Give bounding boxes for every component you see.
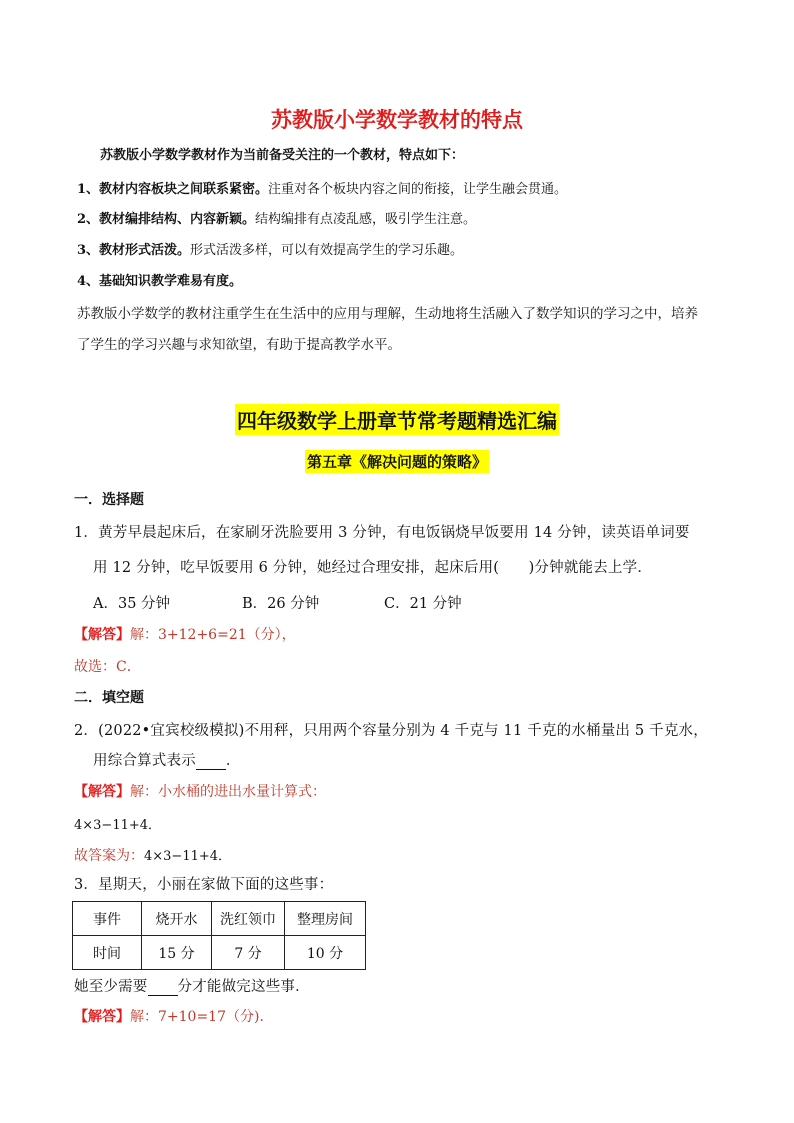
question-3-after [74,975,310,996]
answer-text: 解：7+10=17（分)． [130,1009,274,1025]
chapter-title: 第五章《解决问题的策略》 [305,450,489,473]
table-cell: 烧开水 [142,902,212,936]
answer-tag: 【解答】 [74,1009,130,1025]
answer-2 [74,781,326,801]
feature-text: 形式活泼多样，可以有效提高学生的学习乐趣。 [190,243,464,258]
summary-line: 了学生的学习兴趣与求知欲望，有助于提高教学水平。 [77,337,401,353]
question-1-line-1: 1．黄芳早晨起床后，在家刷牙洗脸要用 3 分钟，有电饭锅烧早饭要用 14 分钟，读英语单词要 [74,525,690,541]
answer-text: 解：3+12+6=21（分）， [130,627,296,643]
feature-item [77,239,463,258]
summary-line: 苏教版小学数学的教材注重学生在生活中的应用与理解，生动地将生活融入了数学知识的学习之中，培养 [77,306,698,322]
question-1-line-2: 用 12 分钟，吃早饭要用 6 分钟，她经过合理安排，起床后用( )分钟就能去上学． [93,560,653,576]
table-cell: 时间 [73,936,142,970]
table-row [73,902,366,936]
answer-2-formula: 4×3−11+4． [74,818,162,833]
table-cell: 洗红领巾 [212,902,285,936]
heading-title-wrap [0,404,794,435]
feature-item [77,270,242,289]
answer-2-final [74,845,231,865]
answer-tag: 【解答】 [74,784,130,800]
option-b: B．26 分钟 [242,596,320,612]
question-2-line-2 [93,749,241,770]
question-2-text: 用综合算式表示 [93,753,196,769]
chapter-title-wrap [0,450,794,473]
question-3-pre: 她至少需要 [74,979,148,995]
table-cell: 15 分 [142,936,212,970]
table-row [73,936,366,970]
table-cell: 整理房间 [285,902,366,936]
feature-label: 2、教材编排结构、内容新颖。 [77,212,256,227]
table-cell: 7 分 [212,936,285,970]
intro-lead: 苏教版小学数学教材作为当前备受关注的一个教材，特点如下： [100,148,465,163]
question-2-end: ． [225,753,241,769]
answer-blank[interactable] [148,979,178,996]
section-head-fill: 二．填空题 [74,690,144,706]
feature-label: 3、教材形式活泼。 [77,243,191,258]
final-prefix: 故答案为： [74,848,144,864]
answer-1 [74,624,296,644]
feature-item [77,208,476,227]
answer-3 [74,1006,273,1026]
option-a: A．35 分钟 [93,596,171,612]
events-table [72,901,366,970]
question-3-post: 分才能做完这些事． [177,979,310,995]
table-cell: 事件 [73,902,142,936]
section-head-choice: 一．选择题 [74,492,144,508]
answer-text: 解：小水桶的进出水量计算式： [130,784,326,800]
feature-label: 1、教材内容板块之间联系紧密。 [77,182,269,197]
question-2-line-1: 2．(2022•宜宾校级模拟)不用秤，只用两个容量分别为 4 千克与 11 千克的水桶量出 5 千克水， [74,723,708,739]
table-cell: 10 分 [285,936,366,970]
feature-label: 4、基础知识教学难易有度。 [77,274,243,289]
feature-item [77,178,567,197]
answer-blank[interactable] [196,753,226,770]
feature-text: 注重对各个板块内容之间的衔接，让学生融会贯通。 [268,182,568,197]
final-formula: 4×3−11+4． [144,849,232,864]
answer-1-choice: 故选：C． [74,659,141,675]
answer-tag: 【解答】 [74,627,130,643]
feature-text: 结构编排有点凌乱感，吸引学生注意。 [255,212,477,227]
option-c: C．21 分钟 [384,596,462,612]
question-3-line: 3．星期天，小丽在家做下面的这些事： [74,877,334,893]
heading-title: 四年级数学上册章节常考题精选汇编 [235,404,559,435]
intro-title: 苏教版小学数学教材的特点 [271,108,523,132]
